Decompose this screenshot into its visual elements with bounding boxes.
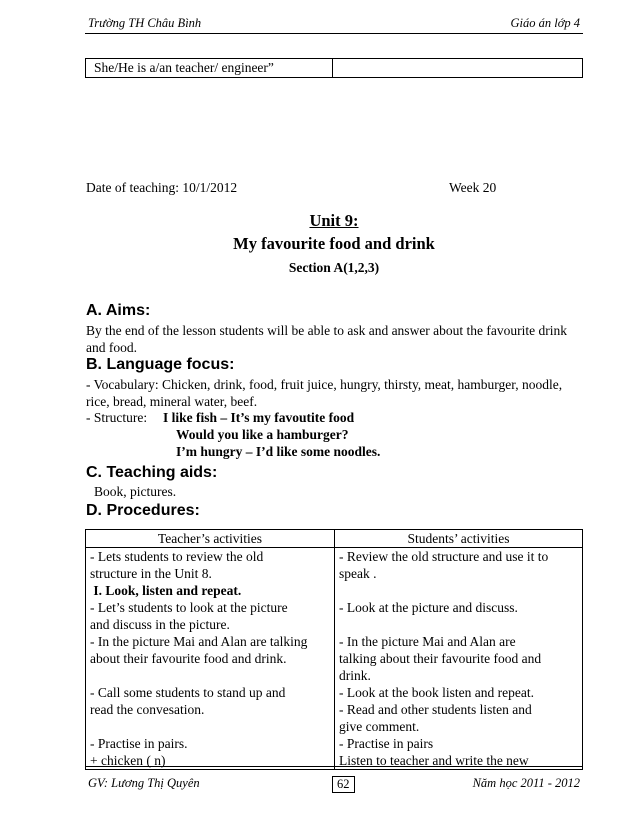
teacher-line: about their favourite food and drink. [90, 651, 287, 666]
student-line: Listen to teacher and write the new [339, 753, 529, 768]
procedures-table [85, 529, 583, 770]
author-name: GV: Lương Thị Quyên [88, 776, 200, 790]
teacher-column-header: Teacher’s activities [86, 530, 335, 548]
teacher-line: read the convesation. [90, 702, 205, 717]
student-line: give comment. [339, 719, 420, 734]
student-line [339, 616, 578, 633]
student-line: - Practise in pairs [339, 736, 434, 751]
header-rule [85, 33, 583, 34]
structure-1: I like fish – It’s my favoutite food [163, 410, 355, 425]
student-line: - Read and other students listen and [339, 702, 532, 717]
subject-label: Giáo án lớp 4 [510, 16, 580, 30]
unit-title: Unit 9: [309, 211, 359, 230]
students-column-header: Students’ activities [335, 530, 583, 548]
student-line: - Look at the book listen and repeat. [339, 685, 534, 700]
teacher-activities [86, 548, 335, 770]
teacher-line: and discuss in the picture. [90, 617, 230, 632]
previous-table-row [85, 58, 583, 78]
page-number: 62 [332, 776, 355, 793]
structure-3: I’m hungry – I’d like some noodles. [176, 444, 381, 459]
section-title: Section A(1,2,3) [288, 260, 380, 275]
teacher-line [90, 718, 330, 735]
page-header [88, 16, 580, 31]
aids-text: Book, pictures. [94, 484, 177, 499]
teacher-line: + chicken ( n) [90, 753, 166, 768]
school-year: Năm học 2011 - 2012 [472, 776, 580, 790]
student-line: talking about their favourite food and [339, 651, 542, 666]
student-activities [335, 548, 583, 770]
student-line: - Look at the picture and discuss. [339, 600, 518, 615]
prev-cell-left: She/He is a/an teacher/ engineer” [86, 59, 333, 78]
student-line: - In the picture Mai and Alan are [339, 634, 516, 649]
date-value: 10/1/2012 [182, 180, 238, 195]
teacher-line: - Call some students to stand up and [90, 685, 286, 700]
aims-text: By the end of the lesson students will be able to ask and answer about the favourite drink and food. [86, 323, 568, 355]
teacher-line: - Lets students to review the old [90, 549, 264, 564]
procedures-heading: D. Procedures: [86, 502, 200, 519]
structure-label: - Structure: [86, 410, 148, 425]
teacher-line [90, 667, 330, 684]
footer-rule [85, 766, 583, 767]
teacher-line: - Let’s students to look at the picture [90, 600, 288, 615]
language-heading: B. Language focus: [86, 356, 235, 373]
structure-2: Would you like a hamburger? [176, 427, 349, 442]
date-label: Date of teaching: [86, 180, 179, 195]
week-label: Week 20 [449, 180, 497, 195]
aims-heading: A. Aims: [86, 302, 151, 319]
school-name: Trường TH Châu Bình [88, 16, 202, 30]
student-line: drink. [339, 668, 371, 683]
student-line: speak . [339, 566, 377, 581]
teacher-line: - In the picture Mai and Alan are talking [90, 634, 308, 649]
unit-name: My favourite food and drink [233, 234, 435, 253]
vocabulary-text: - Vocabulary: Chicken, drink, food, fruit juice, hungry, thirsty, meat, hamburger, noodle, rice, bread, mineral water, beef. [86, 377, 563, 409]
teacher-line: I. Look, listen and repeat. [90, 583, 242, 598]
date-line [86, 180, 237, 196]
student-line: - Review the old structure and use it to [339, 549, 549, 564]
teacher-line: structure in the Unit 8. [90, 566, 212, 581]
page-footer [88, 776, 580, 791]
aids-heading: C. Teaching aids: [86, 464, 218, 481]
prev-cell-right [333, 59, 583, 78]
teacher-line: - Practise in pairs. [90, 736, 188, 751]
student-line [339, 582, 578, 599]
